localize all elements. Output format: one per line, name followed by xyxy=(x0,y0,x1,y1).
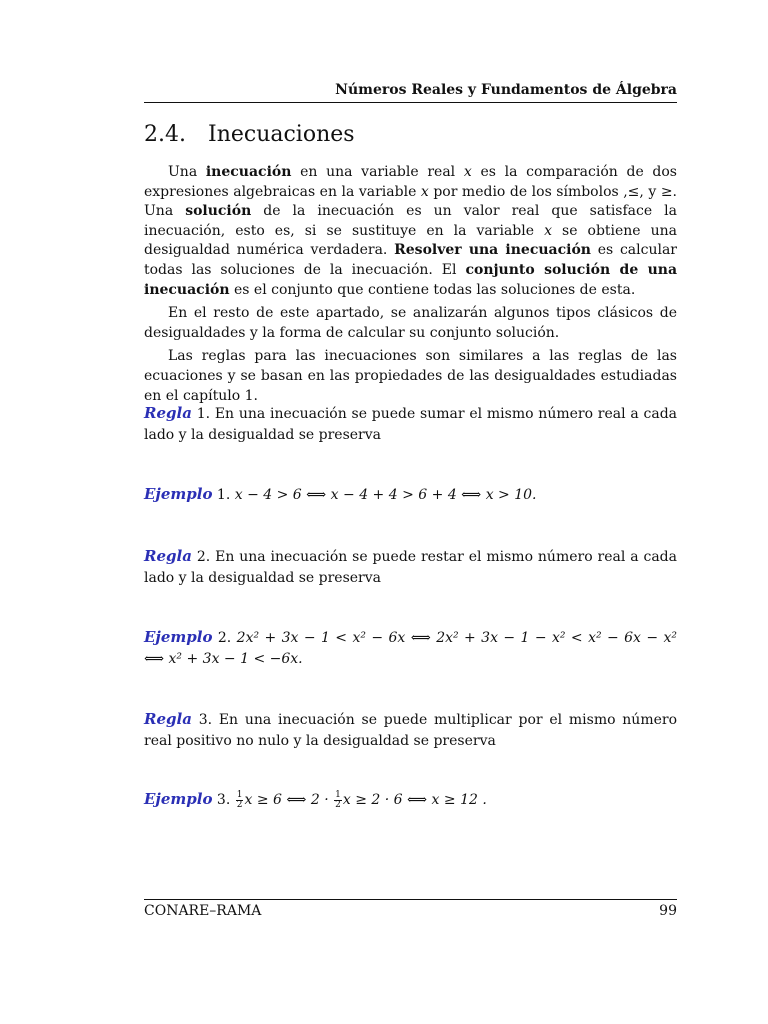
example-2: Ejemplo 2. 2x² + 3x − 1 < x² − 6x ⟺ 2x² + 3x − 1 − x² < x² − 6x − x² ⟺ x² + 3x − 1 < −6x. xyxy=(144,628,677,667)
rule-label: Regla xyxy=(144,404,192,422)
example-label: Ejemplo xyxy=(144,790,213,808)
term-conjunto-solucion: conjunto solución de una inecuación xyxy=(144,261,678,298)
footer-source: CONARE–RAMA xyxy=(144,903,262,919)
intro-paragraph-2: En el resto de este apartado, se analizarán algunos tipos clásicos de desigualdades y la forma de calcular su conjunto solución. xyxy=(144,305,677,341)
intro-paragraph-3: Las reglas para las inecuaciones son similares a las reglas de las ecuaciones y se basan en las propiedades de las desigualdades estudiadas en el capítulo 1. xyxy=(144,348,677,404)
section-title: Inecuaciones xyxy=(208,122,355,147)
rule-3: Regla 3. En una inecuación se puede multiplicar por el mismo número real positivo no nulo y la desigualdad se preserva xyxy=(144,710,678,749)
rule-label: Regla xyxy=(144,710,192,728)
example-math: x − 4 > 6 ⟺ x − 4 + 4 > 6 + 4 ⟺ x > 10. xyxy=(230,487,537,503)
running-header: Números Reales y Fundamentos de Álgebra xyxy=(335,82,677,98)
rule-label: Regla xyxy=(144,547,192,565)
document-page xyxy=(144,0,677,1024)
fraction-one-half: $\frac{1}{2}$ xyxy=(236,789,243,810)
term-resolver: Resolver una inecuación xyxy=(394,242,591,259)
intro-paragraph-1: Una inecuación en una variable real x es la comparación de dos expresiones algebraicas en la variable x por medio de los símbolos ,≤, y ≥. Una solución de la inecuación es un valor real que satisface la inecuación, esto es, si se sustituye en la variable x se obtiene una desigualdad numérica verdadera. Resolver una inecuación es calcular todas las soluciones de la inecuación. El conjunto solución de una inecuación es el conjunto que contiene todas las soluciones de esta. xyxy=(144,164,678,298)
footer-rule xyxy=(144,899,677,900)
example-math: 2x² + 3x − 1 < x² − 6x ⟺ 2x² + 3x − 1 − x² < x² − 6x − x² ⟺ x² + 3x − 1 < −6x. xyxy=(144,630,677,667)
intro-text xyxy=(144,163,677,410)
fraction-one-half: $\frac{1}{2}$ xyxy=(335,789,341,810)
example-3: Ejemplo 3. $\frac{1}{2}$ x ≥ 6 ⟺ 2 · $\frac{1}{2}$ x ≥ 2 · 6 ⟺ x ≥ 12 . xyxy=(144,789,487,810)
example-1: Ejemplo 1. x − 4 > 6 ⟺ x − 4 + 4 > 6 + 4 ⟺ x > 10. xyxy=(144,485,537,503)
header-rule xyxy=(144,102,677,103)
term-inecuacion: inecuación xyxy=(205,164,292,180)
rule-1: Regla 1. En una inecuación se puede sumar el mismo número real a cada lado y la desigualdad se preserva xyxy=(144,404,677,443)
term-solucion: solución xyxy=(185,203,252,220)
section-heading xyxy=(144,122,355,147)
section-number: 2.4. xyxy=(144,122,186,147)
rule-2: Regla 2. En una inecuación se puede restar el mismo número real a cada lado y la desigualdad se preserva xyxy=(144,547,677,586)
example-label: Ejemplo xyxy=(144,628,213,646)
page-number: 99 xyxy=(659,903,677,919)
example-label: Ejemplo xyxy=(144,485,213,503)
